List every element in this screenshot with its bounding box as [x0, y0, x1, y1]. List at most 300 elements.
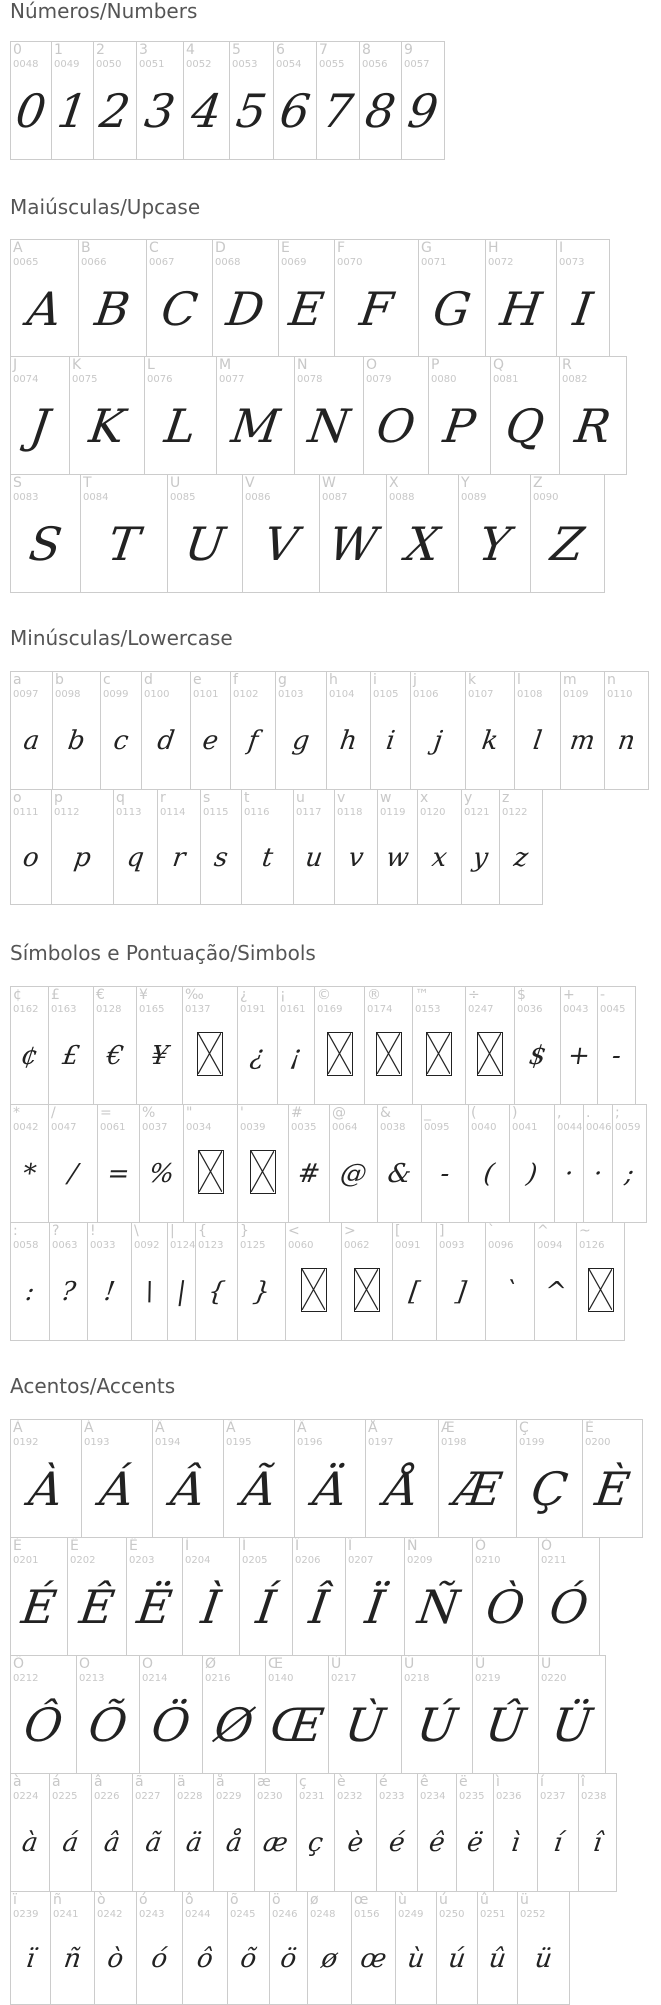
glyph-char-label: ç	[299, 1774, 307, 1790]
glyph-code-label: 0056	[362, 59, 388, 70]
glyph-code-label: 0116	[244, 807, 270, 818]
glyph-code-label: 0169	[317, 1004, 343, 1015]
glyph-sample: 4	[188, 84, 225, 138]
glyph-cell	[167, 474, 243, 593]
glyph-char-label: 8	[362, 42, 371, 58]
glyph-char-label: P	[431, 357, 440, 373]
glyph-sample: ù	[405, 1944, 427, 1974]
glyph-cell	[50, 1891, 95, 2005]
glyph-cell	[265, 1655, 329, 1774]
glyph-sample: Ê	[76, 1580, 118, 1634]
glyph-cell	[136, 41, 184, 160]
glyph-cell	[67, 1537, 127, 1656]
glyph-char-label: æ	[257, 1774, 271, 1790]
glyph-sample: ø	[319, 1944, 340, 1974]
glyph-sample: œ	[358, 1944, 389, 1974]
glyph-char-label: é	[379, 1774, 388, 1790]
glyph-char-label: Õ	[79, 1656, 91, 1672]
glyph-code-label: 0060	[288, 1240, 314, 1251]
glyph-code-label: 0075	[72, 374, 98, 385]
glyph-cell	[76, 1655, 140, 1774]
glyph-code-label: 0040	[471, 1122, 497, 1133]
glyph-code-label: 0227	[135, 1791, 161, 1802]
glyph-sample: Û	[482, 1698, 529, 1752]
glyph-cell	[334, 239, 419, 358]
glyph-sample: A	[24, 282, 65, 336]
glyph-cell	[167, 1222, 196, 1341]
glyph-code-label: 0117	[296, 807, 322, 818]
glyph-sample: r	[170, 843, 188, 873]
missing-glyph-box-icon	[198, 1150, 224, 1194]
glyph-char-label: ]	[439, 1223, 445, 1239]
glyph-cell	[200, 789, 242, 905]
glyph-sample: í	[551, 1828, 565, 1858]
glyph-cell	[237, 1222, 286, 1341]
glyph-char-label: n	[607, 672, 616, 688]
glyph-cell	[146, 239, 213, 358]
glyph-sample: o	[21, 843, 41, 873]
glyph-char-label: `	[488, 1223, 495, 1239]
missing-glyph-box-icon	[477, 1032, 503, 1076]
glyph-code-label: 0070	[337, 257, 363, 268]
glyph-cell	[182, 1537, 240, 1656]
glyph-sample: ü	[533, 1944, 554, 1974]
glyph-code-label: 0191	[240, 1004, 266, 1015]
glyph-code-label: 0119	[380, 807, 406, 818]
glyph-sample: Ó	[546, 1580, 592, 1634]
glyph-cell	[223, 1419, 295, 1538]
glyph-sample: â	[102, 1828, 122, 1858]
glyph-cell	[285, 1222, 342, 1341]
glyph-char-label: î	[581, 1774, 585, 1790]
glyph-cell	[597, 986, 636, 1105]
glyph-code-label: 0124	[170, 1240, 196, 1251]
glyph-char-label: /	[51, 1105, 56, 1121]
glyph-cell	[10, 671, 53, 790]
glyph-cell	[612, 1104, 647, 1223]
glyph-code-label: 0248	[310, 1909, 336, 1920]
glyph-sample: Ï	[362, 1580, 388, 1634]
glyph-char-label: ë	[459, 1774, 468, 1790]
glyph-sample: :	[23, 1277, 37, 1307]
glyph-char-label: Q	[493, 357, 505, 373]
glyph-cell	[509, 1104, 555, 1223]
glyph-cell	[10, 1419, 82, 1538]
glyph-code-label: 0225	[52, 1791, 78, 1802]
glyph-code-label: 0244	[185, 1909, 211, 1920]
glyph-cell	[436, 1222, 486, 1341]
glyph-cell	[516, 1419, 583, 1538]
glyph-code-label: 0203	[129, 1555, 155, 1566]
glyph-sample: +	[565, 1041, 592, 1071]
glyph-cell	[94, 1891, 137, 2005]
glyph-cell	[364, 986, 413, 1105]
glyph-char-label: ê	[420, 1774, 429, 1790]
glyph-sample: H	[497, 282, 545, 336]
glyph-sample: -	[438, 1159, 452, 1189]
glyph-sample: O	[373, 399, 419, 453]
glyph-sample: x	[430, 843, 449, 873]
glyph-cell	[537, 1773, 579, 1892]
glyph-char-label: Ì	[185, 1538, 190, 1554]
glyph-char-label: 4	[186, 42, 195, 58]
glyph-cell	[316, 41, 360, 160]
glyph-code-label: 0114	[160, 807, 186, 818]
glyph-code-label: 0039	[240, 1122, 266, 1133]
glyph-char-label: j	[413, 672, 417, 688]
glyph-cell	[241, 789, 294, 905]
glyph-char-label: @	[332, 1105, 346, 1121]
glyph-sample: R	[571, 399, 615, 453]
glyph-char-label: f	[233, 672, 238, 688]
glyph-char-label: Ê	[70, 1538, 79, 1554]
glyph-code-label: 0219	[475, 1673, 501, 1684]
glyph-cell	[242, 474, 320, 593]
glyph-code-label: 0241	[53, 1909, 79, 1920]
glyph-code-label: 0080	[431, 374, 457, 385]
glyph-code-label: 0095	[424, 1122, 450, 1133]
glyph-sample: Œ	[267, 1698, 327, 1752]
glyph-cell	[227, 1891, 270, 2005]
glyph-cell	[10, 41, 52, 160]
glyph-sample: d	[155, 726, 177, 756]
glyph-code-label: 0109	[563, 689, 589, 700]
glyph-sample: ?	[59, 1277, 78, 1307]
glyph-code-label: 0086	[245, 492, 271, 503]
glyph-code-label: 0210	[475, 1555, 501, 1566]
glyph-sample: ï	[24, 1944, 37, 1974]
missing-glyph-box-icon	[588, 1268, 614, 1312]
glyph-code-label: 0094	[537, 1240, 563, 1251]
glyph-code-label: 0112	[54, 807, 80, 818]
glyph-cell	[139, 1104, 184, 1223]
glyph-code-label: 0192	[13, 1437, 39, 1448]
glyph-sample: 8	[362, 84, 399, 138]
glyph-cell	[377, 789, 418, 905]
glyph-sample: |	[175, 1277, 188, 1307]
glyph-code-label: 0103	[278, 689, 304, 700]
glyph-char-label: Î	[295, 1538, 300, 1554]
glyph-code-label: 0206	[295, 1555, 321, 1566]
glyph-cell	[174, 1773, 214, 1892]
glyph-char-label: ¥	[139, 987, 148, 1003]
glyph-code-label: 0078	[297, 374, 323, 385]
glyph-sample: õ	[238, 1944, 259, 1974]
glyph-code-label: 0234	[420, 1791, 446, 1802]
glyph-char-label: &	[380, 1105, 391, 1121]
glyph-cell	[132, 1773, 175, 1892]
glyph-char-label: ú	[439, 1892, 448, 1908]
glyph-code-label: 0195	[226, 1437, 252, 1448]
glyph-char-label: ì	[496, 1774, 500, 1790]
glyph-char-label: K	[72, 357, 82, 373]
glyph-code-label: 0211	[541, 1555, 567, 1566]
glyph-cell	[345, 1537, 405, 1656]
glyph-cell	[237, 986, 278, 1105]
glyph-char-label: Ë	[129, 1538, 138, 1554]
glyph-code-label: 0140	[268, 1673, 294, 1684]
section-title: Acentos/Accents	[10, 1374, 176, 1398]
glyph-code-label: 0049	[54, 59, 80, 70]
glyph-cell	[213, 1773, 255, 1892]
glyph-char-label: )	[512, 1105, 518, 1121]
glyph-sample: /	[66, 1159, 80, 1189]
glyph-cell	[392, 1222, 437, 1341]
glyph-char-label: a	[13, 672, 22, 688]
glyph-code-label: 0053	[232, 59, 258, 70]
glyph-sample: Ù	[341, 1698, 389, 1752]
glyph-sample: È	[591, 1462, 634, 1516]
glyph-code-label: 0072	[488, 257, 514, 268]
glyph-code-label: 0162	[13, 1004, 39, 1015]
glyph-cell	[100, 671, 142, 790]
glyph-char-label: w	[380, 790, 392, 806]
glyph-char-label: [	[395, 1223, 401, 1239]
glyph-code-label: 0085	[170, 492, 196, 503]
glyph-code-label: 0057	[404, 59, 430, 70]
glyph-sample: K	[86, 399, 128, 453]
glyph-cell	[328, 1655, 402, 1774]
glyph-cell	[10, 1222, 50, 1341]
section-title: Números/Numbers	[10, 0, 198, 23]
glyph-char-label: ~	[579, 1223, 591, 1239]
glyph-cell	[370, 671, 411, 790]
glyph-char-label: C	[149, 240, 159, 256]
glyph-cell	[183, 41, 230, 160]
glyph-cell	[458, 474, 531, 593]
glyph-cell	[514, 671, 561, 790]
glyph-code-label: 0242	[97, 1909, 123, 1920]
glyph-cell	[485, 1222, 535, 1341]
glyph-cell	[275, 671, 327, 790]
glyph-sample: v	[346, 843, 366, 873]
glyph-code-label: 0074	[13, 374, 39, 385]
glyph-code-label: 0233	[379, 1791, 405, 1802]
glyph-code-label: 0101	[193, 689, 219, 700]
glyph-code-label: 0236	[496, 1791, 522, 1802]
glyph-sample: g	[290, 726, 312, 756]
glyph-sample: £	[60, 1041, 82, 1071]
glyph-cell	[141, 671, 191, 790]
glyph-char-label: ©	[317, 987, 331, 1003]
glyph-sample: S	[25, 517, 66, 571]
glyph-char-label: ÷	[468, 987, 480, 1003]
glyph-cell	[418, 239, 486, 358]
glyph-char-label: ä	[177, 1774, 186, 1790]
glyph-char-label: i	[373, 672, 377, 688]
glyph-sample: ç	[306, 1828, 325, 1858]
glyph-code-label: 0246	[272, 1909, 298, 1920]
glyph-sample: i	[384, 726, 397, 756]
glyph-char-label: õ	[230, 1892, 239, 1908]
glyph-code-label: 0238	[581, 1791, 607, 1802]
glyph-code-label: 0251	[480, 1909, 506, 1920]
glyph-char-label: Œ	[268, 1656, 283, 1672]
glyph-sample: å	[224, 1828, 244, 1858]
glyph-code-label: 0076	[147, 374, 173, 385]
glyph-code-label: 0043	[563, 1004, 589, 1015]
glyph-cell	[182, 986, 238, 1105]
glyph-code-label: 0228	[177, 1791, 203, 1802]
glyph-sample: C	[158, 282, 201, 336]
glyph-char-label: 1	[54, 42, 63, 58]
section-title: Símbolos e Pontuação/Simbols	[10, 941, 316, 965]
glyph-char-label: e	[193, 672, 202, 688]
glyph-char-label: â	[94, 1774, 103, 1790]
glyph-sample: ñ	[62, 1944, 83, 1974]
glyph-code-label: 0128	[96, 1004, 122, 1015]
glyph-cell	[136, 1891, 183, 2005]
glyph-sample: m	[568, 726, 597, 756]
glyph-code-label: 0107	[468, 689, 494, 700]
glyph-code-label: 0197	[368, 1437, 394, 1448]
glyph-char-label: ;	[615, 1105, 620, 1121]
glyph-char-label: Y	[461, 475, 470, 491]
glyph-code-label: 0153	[415, 1004, 441, 1015]
glyph-char-label: z	[502, 790, 510, 806]
glyph-code-label: 0123	[198, 1240, 224, 1251]
glyph-sample: Ò	[482, 1580, 529, 1634]
glyph-code-label: 0196	[297, 1437, 323, 1448]
glyph-code-label: 0068	[215, 257, 241, 268]
glyph-char-label: H	[488, 240, 499, 256]
glyph-cell	[428, 356, 491, 475]
glyph-code-label: 0038	[380, 1122, 406, 1133]
glyph-char-label: y	[464, 790, 473, 806]
glyph-sample: 7	[319, 84, 357, 138]
glyph-code-label: 0121	[464, 807, 490, 818]
glyph-code-label: 0041	[512, 1122, 538, 1133]
glyph-sample: ä	[184, 1828, 204, 1858]
glyph-char-label: V	[245, 475, 255, 491]
glyph-sample: J	[26, 399, 54, 453]
glyph-sample: U	[181, 517, 229, 571]
glyph-cell	[351, 1891, 396, 2005]
glyph-code-label: 0218	[404, 1673, 430, 1684]
glyph-sample: ë	[465, 1828, 485, 1858]
glyph-char-label: ?	[52, 1223, 60, 1239]
glyph-code-label: 0115	[203, 807, 229, 818]
glyph-sample: \	[143, 1277, 156, 1307]
glyph-cell	[377, 1104, 422, 1223]
glyph-sample: e	[200, 726, 221, 756]
glyph-cell	[436, 1891, 478, 2005]
glyph-char-label: $	[517, 987, 526, 1003]
glyph-cell	[534, 1222, 577, 1341]
glyph-sample: ]	[453, 1277, 469, 1307]
glyph-cell	[417, 1773, 457, 1892]
glyph-code-label: 0209	[407, 1555, 433, 1566]
glyph-code-label: 0118	[337, 807, 363, 818]
glyph-char-label: 5	[232, 42, 241, 58]
glyph-sample: Ö	[148, 1698, 194, 1752]
glyph-cell	[294, 356, 364, 475]
glyph-code-label: 0071	[421, 257, 447, 268]
glyph-code-label: 0052	[186, 59, 212, 70]
glyph-sample: T	[104, 517, 144, 571]
glyph-sample: h	[338, 726, 359, 756]
glyph-cell	[136, 986, 183, 1105]
glyph-code-label: 0100	[144, 689, 170, 700]
glyph-cell	[239, 1537, 293, 1656]
glyph-char-label: ü	[520, 1892, 529, 1908]
glyph-cell	[97, 1104, 140, 1223]
glyph-cell	[273, 41, 317, 160]
glyph-cell	[472, 1655, 539, 1774]
glyph-char-label: Ã	[226, 1420, 236, 1436]
glyph-cell	[10, 356, 70, 475]
glyph-char-label: ï	[13, 1892, 17, 1908]
glyph-code-label: 0064	[332, 1122, 358, 1133]
glyph-char-label: Ö	[142, 1656, 154, 1672]
glyph-sample: [	[407, 1277, 422, 1307]
glyph-cell	[341, 1222, 393, 1341]
glyph-char-label: £	[51, 987, 60, 1003]
glyph-char-label: ø	[310, 1892, 319, 1908]
glyph-sample: p	[72, 843, 93, 873]
glyph-sample: ô	[195, 1944, 215, 1974]
glyph-code-label: 0245	[230, 1909, 256, 1920]
glyph-code-label: 0046	[586, 1122, 612, 1133]
glyph-cell	[578, 1773, 617, 1892]
glyph-sample: L	[161, 399, 200, 453]
glyph-code-label: 0059	[615, 1122, 641, 1133]
glyph-code-label: 0165	[139, 1004, 165, 1015]
glyph-cell	[10, 1891, 51, 2005]
glyph-sample: N	[305, 399, 353, 453]
glyph-sample: t	[260, 843, 275, 873]
glyph-cell	[438, 1419, 517, 1538]
glyph-cell	[49, 1222, 88, 1341]
glyph-code-label: 0243	[139, 1909, 165, 1920]
glyph-sample: ^	[542, 1277, 569, 1307]
glyph-code-label: 0156	[354, 1909, 380, 1920]
glyph-char-label: ‰	[185, 987, 204, 1003]
glyph-char-label: å	[216, 1774, 225, 1790]
glyph-char-label: ù	[398, 1892, 407, 1908]
glyph-char-label: F	[337, 240, 346, 256]
glyph-code-label: 0252	[520, 1909, 546, 1920]
glyph-sample: î	[591, 1828, 604, 1858]
glyph-code-label: 0220	[541, 1673, 567, 1684]
glyph-sample: ¿	[248, 1041, 267, 1071]
glyph-code-label: 0216	[205, 1673, 231, 1684]
glyph-cell	[485, 239, 557, 358]
glyph-char-label: "	[186, 1105, 193, 1121]
glyph-sample: 0	[12, 84, 50, 138]
glyph-sample: €	[104, 1041, 126, 1071]
glyph-sample: B	[91, 282, 134, 336]
glyph-char-label: É	[13, 1538, 22, 1554]
glyph-code-label: 0079	[366, 374, 392, 385]
glyph-char-label: =	[100, 1105, 112, 1121]
glyph-code-label: 0089	[461, 492, 487, 503]
glyph-cell	[216, 356, 295, 475]
glyph-code-label: 0050	[96, 59, 122, 70]
glyph-code-label: 0125	[240, 1240, 266, 1251]
glyph-sample: Í	[253, 1580, 279, 1634]
glyph-char-label: T	[83, 475, 92, 491]
glyph-char-label: _	[424, 1105, 431, 1121]
glyph-char-label: |	[170, 1223, 175, 1239]
glyph-char-label: A	[13, 240, 23, 256]
glyph-cell	[49, 1773, 92, 1892]
glyph-code-label: 0239	[13, 1909, 39, 1920]
glyph-sample: -	[609, 1041, 623, 1071]
glyph-sample: Ü	[548, 1698, 596, 1752]
glyph-cell	[554, 1104, 584, 1223]
glyph-sample: 3	[141, 84, 179, 138]
